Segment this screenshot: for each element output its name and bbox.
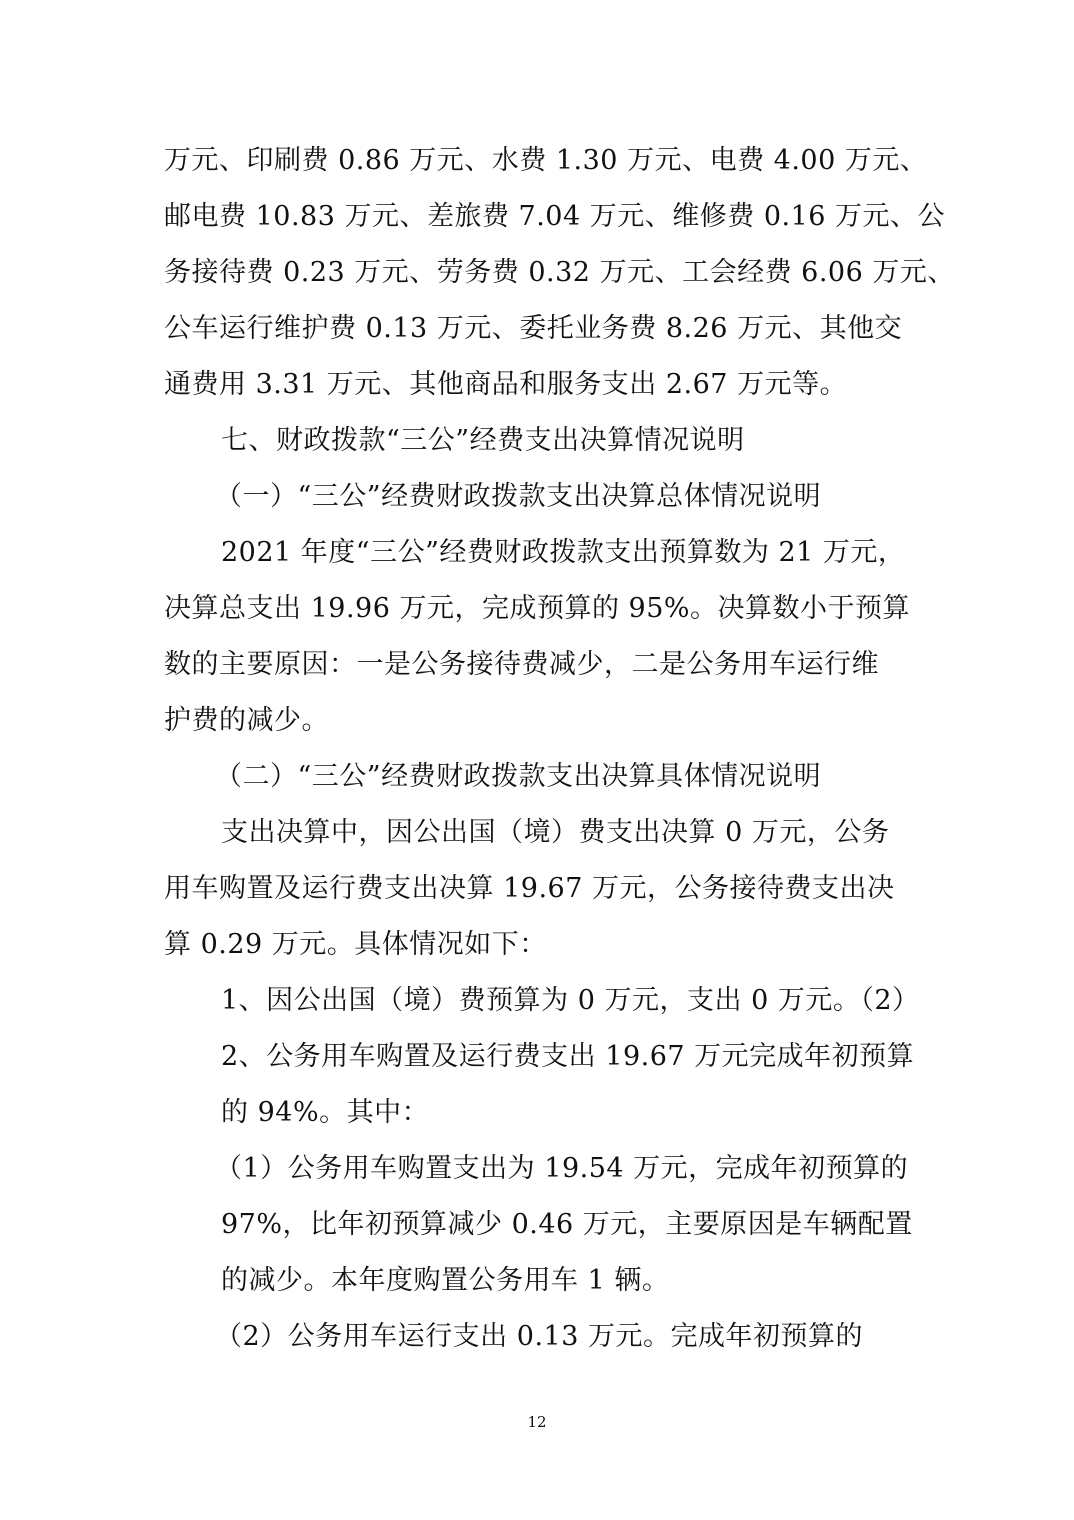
text-line: 通费用 3.31 万元、其他商品和服务支出 2.67 万元等。 [164,369,848,400]
page-number: 12 [527,1413,547,1431]
text-line: 邮电费 10.83 万元、差旅费 7.04 万元、维修费 0.16 万元、公 [164,201,946,232]
text-line: 用车购置及运行费支出决算 19.67 万元，公务接待费支出决 [164,873,895,904]
text-line: 公车运行维护费 0.13 万元、委托业务费 8.26 万元、其他交 [164,313,903,344]
subsection-heading: （一）“三公”经费财政拨款支出决算总体情况说明 [215,481,822,512]
list-item: 1、因公出国（境）费预算为 0 万元，支出 0 万元。（2） [221,985,920,1016]
text-line: 算 0.29 万元。具体情况如下： [164,929,547,960]
list-item: 2、公务用车购置及运行费支出 19.67 万元完成年初预算 [221,1041,915,1072]
text-line: 支出决算中，因公出国（境）费支出决算 0 万元，公务 [221,817,890,848]
text-line: 的 94%。其中： [221,1097,430,1128]
text-line: 务接待费 0.23 万元、劳务费 0.32 万元、工会经费 6.06 万元、 [164,257,955,288]
text-line: 97%，比年初预算减少 0.46 万元，主要原因是车辆配置 [221,1209,913,1240]
list-item: （2）公务用车运行支出 0.13 万元。完成年初预算的 [215,1321,863,1352]
section-heading: 七、财政拨款“三公”经费支出决算情况说明 [221,425,745,456]
text-line: 数的主要原因：一是公务接待费减少，二是公务用车运行维 [164,649,879,680]
text-line: 决算总支出 19.96 万元，完成预算的 95%。决算数小于预算 [164,593,911,624]
text-line: 的减少。本年度购置公务用车 1 辆。 [221,1265,670,1296]
text-line: 护费的减少。 [164,705,329,736]
subsection-heading: （二）“三公”经费财政拨款支出决算具体情况说明 [215,761,822,792]
text-line: 万元、印刷费 0.86 万元、水费 1.30 万元、电费 4.00 万元、 [164,145,928,176]
text-line: 2021 年度“三公”经费财政拨款支出预算数为 21 万元， [221,537,906,568]
list-item: （1）公务用车购置支出为 19.54 万元，完成年初预算的 [215,1153,909,1184]
